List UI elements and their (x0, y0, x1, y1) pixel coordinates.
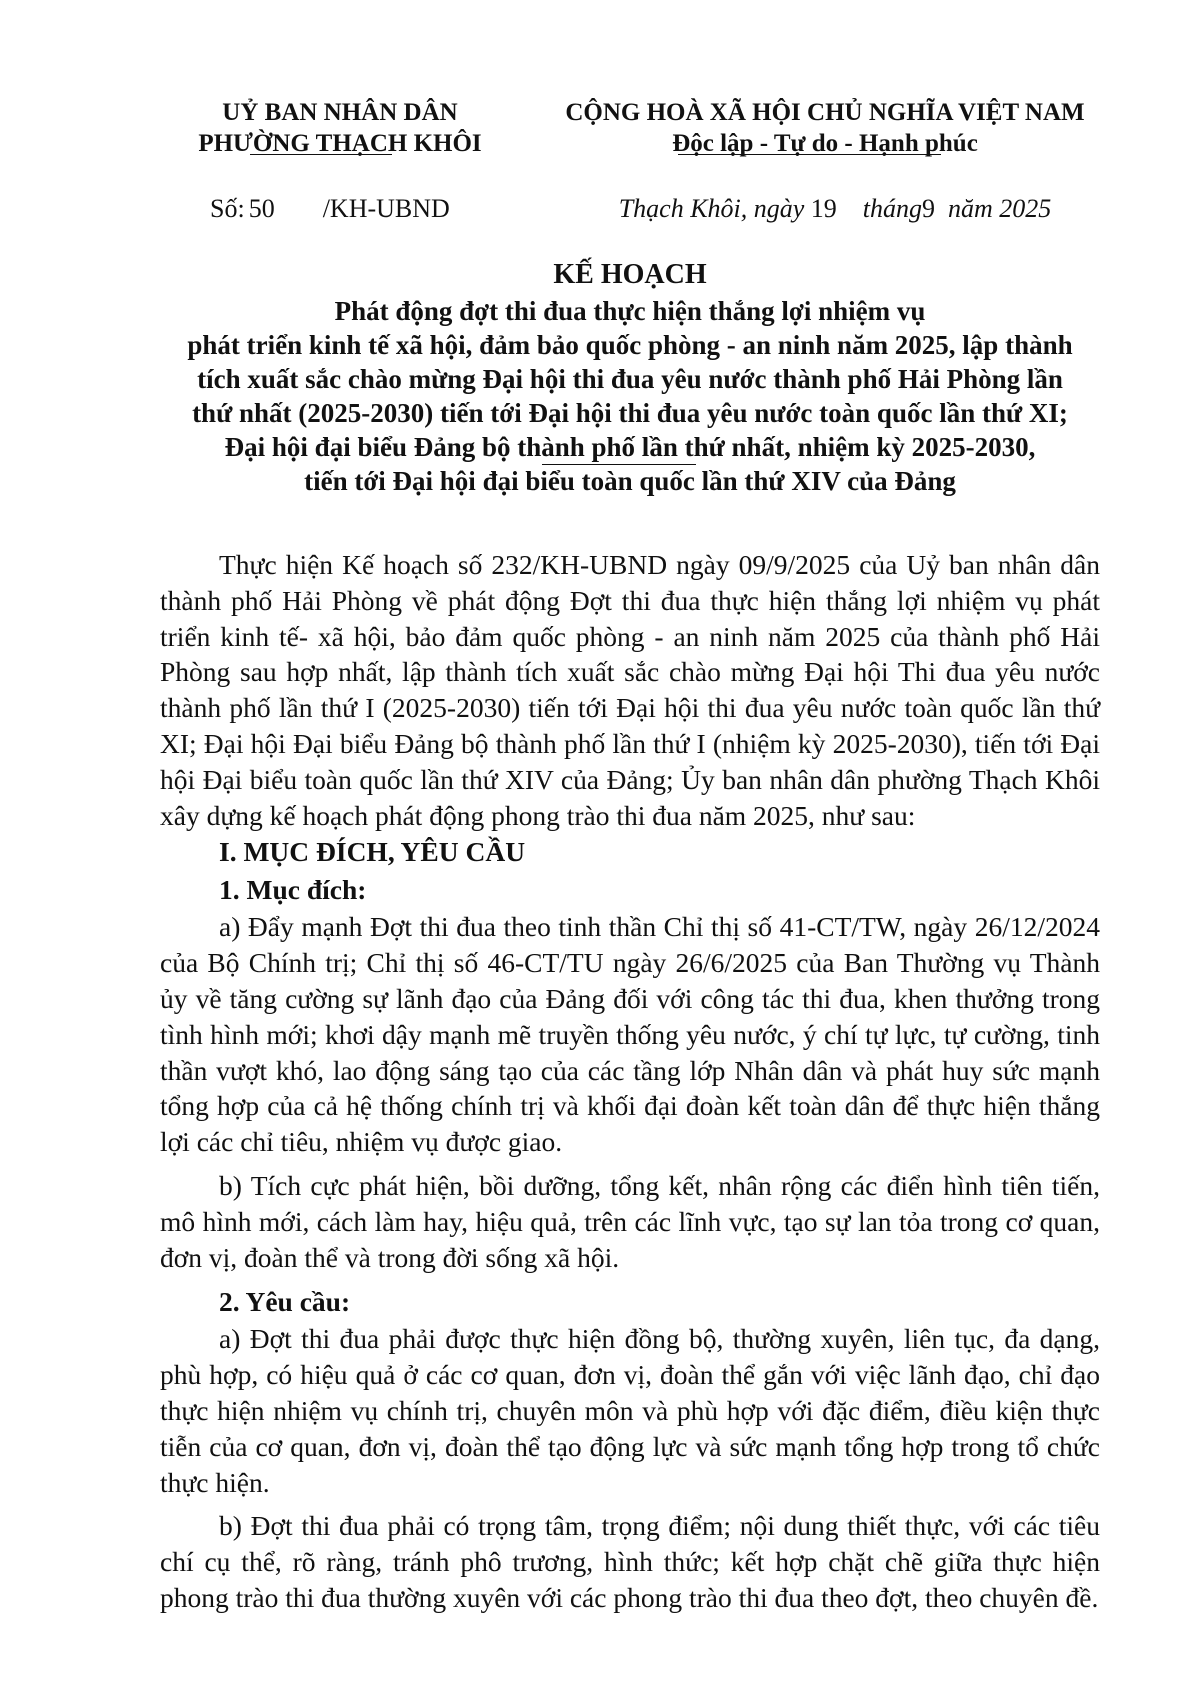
title-underline (542, 464, 696, 465)
number-label: Số: (210, 194, 245, 223)
title-line: tích xuất sắc chào mừng Đại hội thi đua yêu nước thành phố Hải Phòng lần (197, 364, 1063, 394)
paragraph: b) Tích cực phát hiện, bồi dưỡng, tổng kết, nhân rộng các điển hình tiên tiến, mô hình mới, cách làm hay, hiệu quả, trên các lĩnh vực, tạo sự lan tỏa trong cơ quan, đơn vị, đoàn thể và trong đời sống xã hội. (160, 1169, 1100, 1273)
date-year: năm 2025 (948, 194, 1052, 223)
paragraph: a) Đợt thi đua phải được thực hiện đồng bộ, thường xuyên, liên tục, đa dạng, phù hợp, có hiệu quả ở các cơ quan, đơn vị, đoàn thể gắn với việc lãnh đạo, chỉ đạo thực hiện nhiệm vụ chính trị, chuyên môn và phù hợp với đặc điểm, điều kiện thực tiễn của cơ quan, đơn vị, đoàn thể tạo động lực và sức mạnh tổng hợp trong tổ chức thực hiện. (160, 1323, 1100, 1498)
number-value: 50 (248, 194, 275, 223)
section-heading: I. MỤC ĐÍCH, YÊU CẦU (219, 836, 526, 868)
title-line: Đại hội đại biểu Đảng bộ thành phố lần thứ nhất, nhiệm kỳ 2025-2030, (224, 432, 1036, 462)
subsection-heading: 2. Yêu cầu: (219, 1286, 351, 1318)
title-line: thứ nhất (2025-2030) tiến tới Đại hội thi đua yêu nước toàn quốc lần thứ XI; (192, 398, 1068, 428)
paragraph: a) Đẩy mạnh Đợt thi đua theo tinh thần Chỉ thị số 41-CT/TW, ngày 26/12/2024 của Bộ Chính trị; Chỉ thị số 46-CT/TU ngày 26/6/2025 của Ban Thường vụ Thành ủy về tăng cường sự lãnh đạo của Đảng đối với công tác thi đua, khen thưởng trong tình hình mới; khơi dậy mạnh mẽ truyền thống yêu nước, ý chí tự lực, tự cường, tinh thần vượt khó, lao động sáng tạo của các tầng lớp Nhân dân và phát huy sức mạnh tổng hợp của cả hệ thống chính trị và khối đại đoàn kết toàn dân để thực hiện thắng lợi các chỉ tiêu, nhiệm vụ được giao. (160, 911, 1100, 1158)
authority-line-2: PHƯỜNG THẠCH KHÔI (198, 130, 482, 157)
title-heading: KẾ HOẠCH (553, 259, 707, 290)
paragraph: b) Đợt thi đua phải có trọng tâm, trọng điểm; nội dung thiết thực, với các tiêu chí cụ thể, rõ ràng, tránh phô trương, hình thức; kết hợp chặt chẽ giữa thực hiện phong trào thi đua thường xuyên với các phong trào thi đua theo đợt, theo chuyên đề. (160, 1510, 1100, 1613)
title-line: phát triển kinh tế xã hội, đảm bảo quốc phòng - an ninh năm 2025, lập thành (187, 330, 1073, 360)
national-title (545, 97, 1105, 159)
national-motto: Độc lập - Tự do - Hạnh phúc (672, 130, 978, 157)
date-day: 19 (810, 194, 837, 223)
document-title (160, 258, 1100, 498)
national-title-line-1: CỘNG HOÀ XÃ HỘI CHỦ NGHĨA VIỆT NAM (565, 99, 1085, 126)
date-month-label: tháng (862, 194, 923, 223)
number-code: /KH-UBND (322, 194, 450, 223)
authority-line-1: UỶ BAN NHÂN DÂN (222, 99, 458, 126)
date-place: Thạch Khôi, ngày (618, 194, 805, 223)
title-line: tiến tới Đại hội đại biểu toàn quốc lần thứ XIV của Đảng (304, 466, 956, 496)
subsection-heading: 1. Mục đích: (219, 874, 367, 906)
intro-paragraph: Thực hiện Kế hoạch số 232/KH-UBND ngày 09/9/2025 của Uỷ ban nhân dân thành phố Hải Phòng về phát động Đợt thi đua thực hiện thắng lợi nhiệm vụ phát triển kinh tế- xã hội, bảo đảm quốc phòng - an ninh năm 2025 của thành phố Hải Phòng sau hợp nhất, lập thành tích xuất sắc chào mừng Đại hội Thi đua yêu nước thành phố lần thứ I (2025-2030) tiến tới Đại hội thi đua yêu nước toàn quốc lần thứ XI; Đại hội Đại biểu Đảng bộ thành phố lần thứ I (nhiệm kỳ 2025-2030), tiến tới Đại hội Đại biểu toàn quốc lần thứ XIV của Đảng; Ủy ban nhân dân phường Thạch Khôi xây dựng kế hoạch phát động phong trào thi đua năm 2025, như sau: (160, 549, 1100, 831)
motto-underline (678, 154, 941, 155)
date-month: 9 (922, 194, 936, 223)
place-date (565, 194, 1105, 224)
document-number (210, 194, 450, 224)
title-line: Phát động đợt thi đua thực hiện thắng lợi nhiệm vụ (334, 296, 926, 326)
document-body (160, 547, 1100, 1616)
authority-underline (250, 154, 392, 155)
issuing-authority (170, 97, 510, 159)
